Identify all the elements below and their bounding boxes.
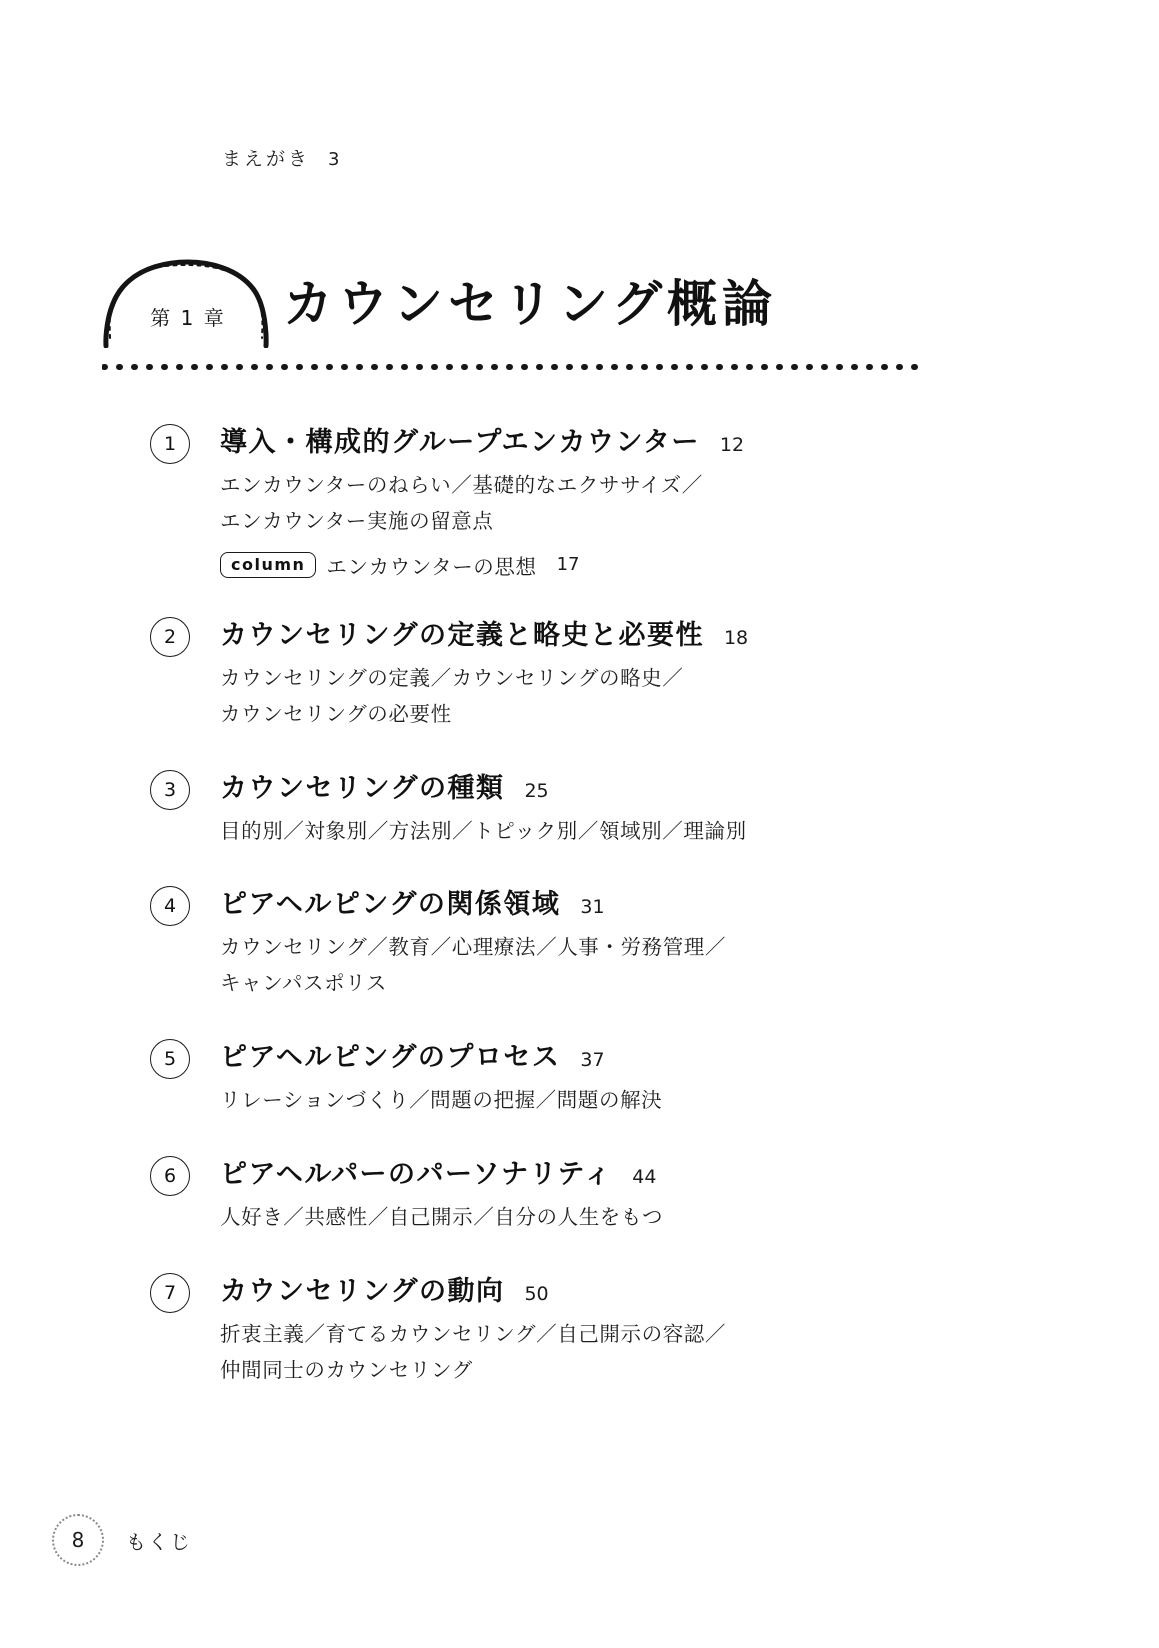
list-item[interactable] — [150, 613, 1010, 733]
entry-title: ピアヘルピングの関係領域 — [220, 889, 561, 921]
footer-section-label: もくじ — [126, 1529, 192, 1554]
entry-number-badge: 4 — [150, 886, 190, 926]
entry-title: 導入・構成的グループエンカウンター — [220, 427, 700, 458]
column-tag: column — [220, 552, 316, 578]
entry-number-badge: 5 — [150, 1039, 190, 1079]
entry-page: 44 — [632, 1166, 657, 1188]
entry-subtopic-line: カウンセリングの定義／カウンセリングの略史／ — [220, 665, 684, 690]
list-item[interactable] — [150, 882, 1010, 1002]
entry-header — [220, 420, 1010, 459]
entry-subtopic-line: 折衷主義／育てるカウンセリング／自己開示の容認／ — [220, 1321, 726, 1346]
entry-number-badge: 7 — [150, 1273, 190, 1313]
entry-header — [220, 882, 1010, 921]
entry-number-badge: 6 — [150, 1156, 190, 1196]
entry-subtopic-line: カウンセリング／教育／心理療法／人事・労務管理／ — [220, 935, 726, 960]
entry-header — [220, 1152, 1010, 1191]
preface-label: まえがき — [222, 148, 311, 170]
entry-title: カウンセリングの種類 — [220, 772, 505, 804]
entry-page: 37 — [580, 1049, 605, 1072]
entry-number-badge: 1 — [150, 424, 190, 464]
entry-subtopic-line: カウンセリングの必要性 — [220, 701, 452, 726]
chapter-title: カウンセリング概論 — [283, 275, 777, 333]
entry-subtopics — [220, 814, 1010, 850]
entry-subtopics — [220, 1083, 1010, 1119]
entry-subtopic-line: キャンパスポリス — [220, 971, 387, 996]
entry-number-badge: 3 — [150, 770, 190, 810]
entry-subtopic-line: 目的別／対象別／方法別／トピック別／領域別／理論別 — [220, 818, 747, 843]
chapter-heading — [100, 258, 940, 388]
entry-header — [220, 1035, 1010, 1074]
list-item[interactable] — [150, 1269, 1010, 1389]
chapter-number-label: 第 1 章 — [150, 306, 226, 330]
column-title: エンカウンターの思想 — [326, 554, 537, 579]
entry-subtopic-line: リレーションづくり／問題の把握／問題の解決 — [220, 1088, 663, 1113]
entry-subtopic-line: エンカウンター実施の留意点 — [220, 508, 494, 533]
entry-subtopics — [220, 1317, 1010, 1389]
entry-subtopic-line: 仲間同士のカウンセリング — [220, 1357, 473, 1382]
list-item[interactable] — [150, 420, 1010, 580]
entry-title: ピアヘルパーのパーソナリティ — [220, 1159, 613, 1190]
entry-subtopics — [220, 930, 1010, 1002]
entry-subtopics — [220, 1200, 1010, 1236]
entry-title: ピアヘルピングのプロセス — [220, 1042, 561, 1074]
entry-page: 18 — [723, 626, 749, 649]
dotted-divider — [102, 363, 922, 371]
list-item[interactable] — [150, 766, 1010, 850]
entry-title: カウンセリングの動向 — [220, 1275, 505, 1307]
entry-page: 12 — [719, 434, 745, 456]
entry-subtopics — [220, 661, 1010, 733]
entry-page: 31 — [580, 896, 605, 919]
list-item[interactable] — [150, 1035, 1010, 1119]
folio-number: 8 — [52, 1514, 104, 1566]
entry-header — [220, 1269, 1010, 1308]
entry-subtopic-line: エンカウンターのねらい／基礎的なエクササイズ／ — [220, 473, 703, 497]
entry-number-badge: 2 — [150, 617, 190, 657]
entry-page: 50 — [524, 1282, 549, 1305]
entry-header — [220, 613, 1010, 652]
toc-entry-list — [150, 420, 1010, 1389]
column-entry[interactable] — [220, 550, 1010, 580]
preface-page: 3 — [328, 149, 340, 170]
preface-entry — [222, 144, 339, 171]
page-footer — [52, 1514, 192, 1566]
entry-title: カウンセリングの定義と略史と必要性 — [220, 619, 704, 651]
entry-page: 25 — [524, 779, 549, 802]
column-page: 17 — [556, 554, 580, 576]
list-item[interactable] — [150, 1152, 1010, 1236]
entry-subtopics — [220, 468, 1010, 540]
entry-subtopic-line: 人好き／共感性／自己開示／自分の人生をもつ — [220, 1205, 664, 1229]
entry-header — [220, 766, 1010, 805]
